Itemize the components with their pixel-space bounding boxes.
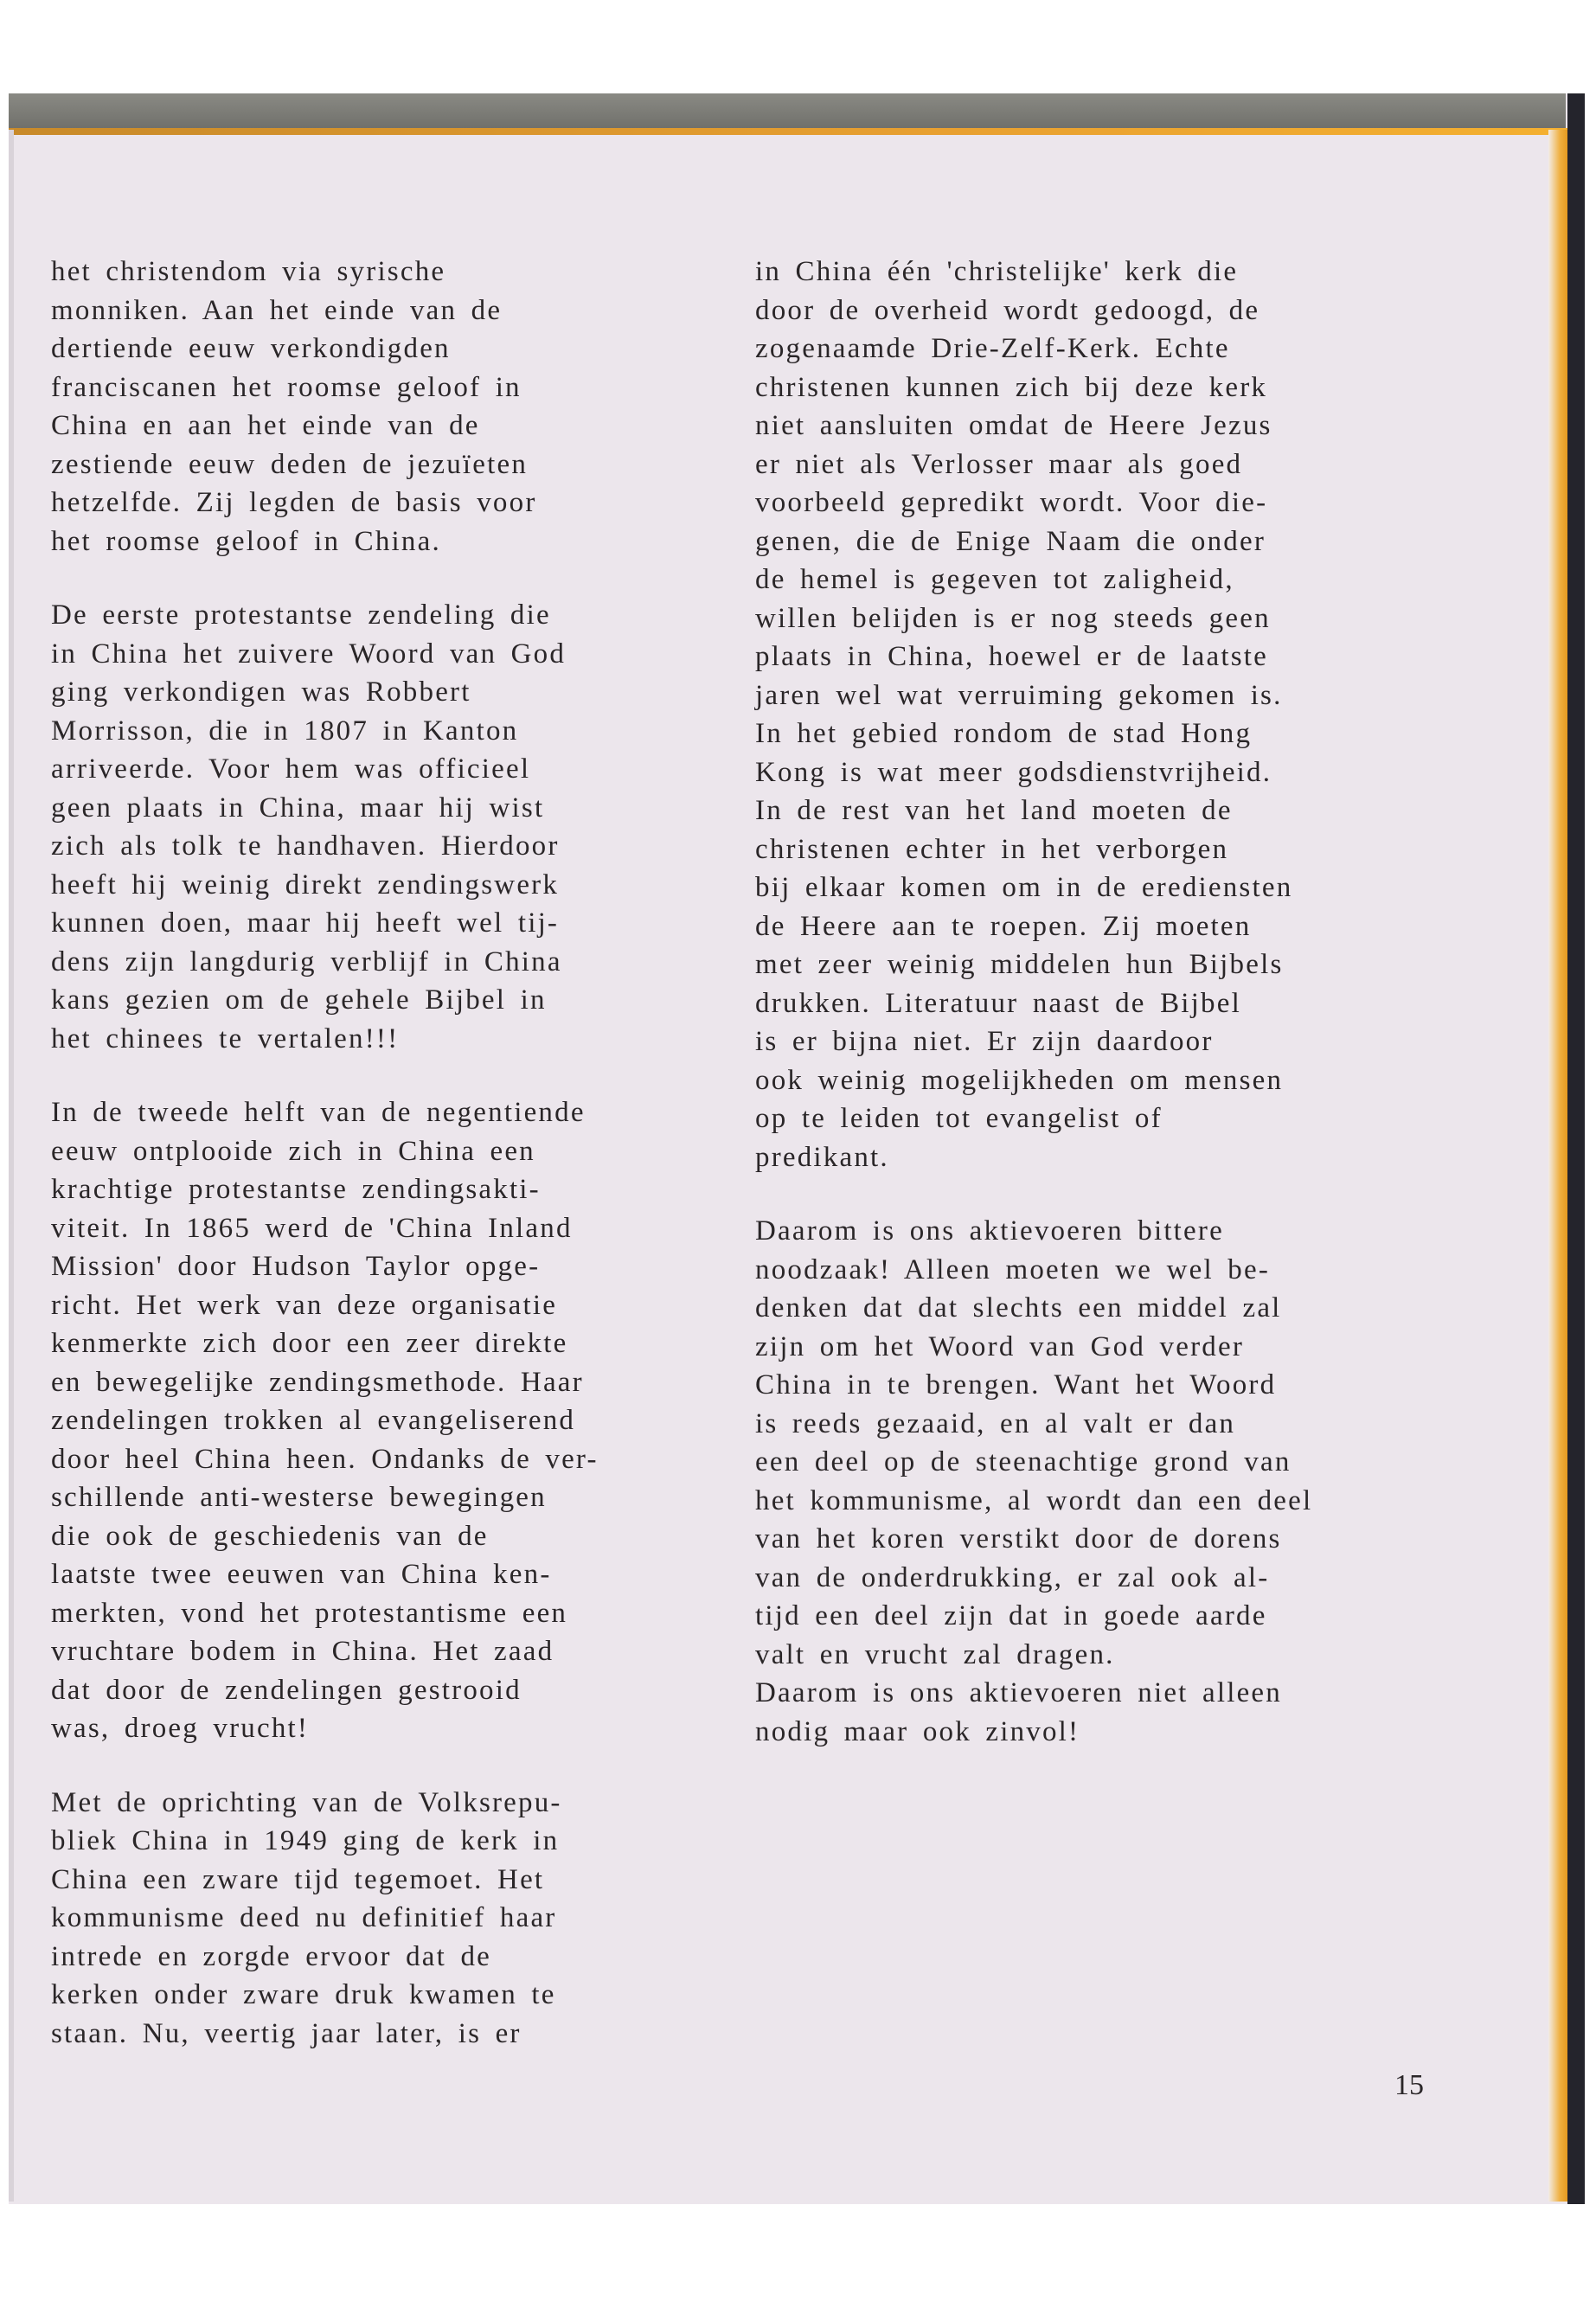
page-number: 15	[1394, 2069, 1424, 2101]
text-line: bliek China in 1949 ging de kerk in	[51, 1825, 560, 1856]
text-line: vruchtare bodem in China. Het zaad	[51, 1636, 554, 1667]
text-line: staan. Nu, veertig jaar later, is er	[51, 2017, 522, 2049]
text-line: jaren wel wat verruiming gekomen is.	[755, 679, 1283, 711]
text-line: de hemel is gegeven tot zaligheid,	[755, 564, 1234, 595]
text-line: denken dat dat slechts een middel zal	[755, 1292, 1282, 1324]
text-line: richt. Het werk van deze organisatie	[51, 1289, 558, 1321]
right-dark-border	[1567, 93, 1585, 2204]
text-line: en bewegelijke zendingsmethode. Haar	[51, 1366, 584, 1398]
text-line: er niet als Verlosser maar als goed	[755, 448, 1243, 480]
text-line: heeft hij weinig direkt zendingswerk	[51, 868, 560, 901]
text-line: het chinees te vertalen!!!	[51, 1022, 400, 1054]
left-column	[51, 253, 599, 2088]
text-line: genen, die de Enige Naam die onder	[755, 525, 1266, 557]
right-column	[755, 253, 1312, 1786]
text-line: arriveerde. Voor hem was officieel	[51, 753, 531, 785]
text-line: intrede en zorgde ervoor dat de	[51, 1940, 491, 1972]
text-line: krachtige protestantse zendingsakti-	[51, 1174, 541, 1205]
text-line: kunnen doen, maar hij heeft wel tij-	[51, 907, 560, 939]
paragraph	[51, 596, 599, 1058]
paragraph	[51, 1784, 599, 2054]
text-line: niet aansluiten omdat de Heere Jezus	[755, 410, 1272, 441]
text-line: dertiende eeuw verkondigden	[51, 333, 451, 364]
text-line: drukken. Literatuur naast de Bijbel	[755, 987, 1241, 1019]
text-line: het christendom via syrische	[51, 256, 446, 287]
text-line: China een zware tijd tegemoet. Het	[51, 1863, 545, 1895]
text-line: viteit. In 1865 werd de 'China Inland	[51, 1212, 573, 1244]
text-line: kerken onder zware druk kwamen te	[51, 1979, 556, 2010]
text-line: Met de oprichting van de Volksrepu-	[51, 1786, 562, 1818]
left-page-edge	[9, 130, 14, 2202]
top-orange-edge	[9, 128, 1570, 135]
text-line: In het gebied rondom de stad Hong	[755, 718, 1253, 749]
right-orange-edge	[1548, 130, 1567, 2202]
text-line: kommunisme deed nu definitief haar	[51, 1902, 557, 1933]
text-line: schillende anti-westerse bewegingen	[51, 1482, 547, 1513]
text-line: nodig maar ook zinvol!	[755, 1715, 1080, 1747]
text-line: China in te brengen. Want het Woord	[755, 1369, 1277, 1400]
text-line: noodzaak! Alleen moeten we wel be-	[755, 1253, 1271, 1285]
text-line: door de overheid wordt gedoogd, de	[755, 294, 1260, 326]
text-line: China en aan het einde van de	[51, 410, 480, 441]
text-line: zogenaamde Drie-Zelf-Kerk. Echte	[755, 333, 1230, 364]
paragraph	[755, 1674, 1312, 1751]
text-line: Morrisson, die in 1807 in Kanton	[51, 715, 519, 747]
paragraph	[51, 253, 599, 561]
paragraph	[755, 253, 1312, 1176]
text-line: geen plaats in China, maar hij wist	[51, 792, 545, 824]
text-line: het roomse geloof in China.	[51, 525, 441, 557]
text-line: van het koren verstikt door de dorens	[755, 1523, 1282, 1554]
text-line: franciscanen het roomse geloof in	[51, 371, 522, 403]
text-line: in China het zuivere Woord van God	[51, 638, 567, 670]
text-line: een deel op de steenachtige grond van	[755, 1446, 1292, 1477]
text-line: hetzelfde. Zij legden de basis voor	[51, 487, 537, 518]
text-line: die ook de geschiedenis van de	[51, 1520, 489, 1552]
text-line: Mission' door Hudson Taylor opge-	[51, 1251, 541, 1282]
top-gray-band	[9, 93, 1566, 130]
text-line: christenen kunnen zich bij deze kerk	[755, 371, 1268, 403]
text-line: het kommunisme, al wordt dan een deel	[755, 1484, 1313, 1516]
text-line: zijn om het Woord van God verder	[755, 1330, 1245, 1362]
text-line: is reeds gezaaid, en al valt er dan	[755, 1407, 1236, 1439]
text-line: eeuw ontplooide zich in China een	[51, 1135, 535, 1167]
paragraph	[755, 1212, 1312, 1674]
text-line: christenen echter in het verborgen	[755, 833, 1229, 865]
text-line: dat door de zendelingen gestrooid	[51, 1674, 522, 1706]
text-line: willen belijden is er nog steeds geen	[755, 602, 1271, 634]
text-line: merkten, vond het protestantisme een	[51, 1597, 568, 1629]
text-line: predikant.	[755, 1141, 889, 1173]
text-line: ook weinig mogelijkheden om mensen	[755, 1064, 1284, 1096]
text-line: voorbeeld gepredikt wordt. Voor die-	[755, 487, 1268, 518]
text-line: was, droeg vrucht!	[51, 1713, 310, 1744]
text-line: zestiende eeuw deden de jezuïeten	[51, 448, 529, 480]
text-line: de Heere aan te roepen. Zij moeten	[755, 910, 1252, 942]
text-line: In de rest van het land moeten de	[755, 795, 1233, 826]
text-line: dens zijn langdurig verblijf in China	[51, 945, 562, 977]
text-line: in China één 'christelijke' kerk die	[755, 256, 1239, 287]
text-line: door heel China heen. Ondanks de ver-	[51, 1443, 599, 1475]
text-line: Daarom is ons aktievoeren niet alleen	[755, 1677, 1282, 1708]
text-line: bij elkaar komen om in de erediensten	[755, 872, 1293, 903]
text-line: zendelingen trokken al evangeliserend	[51, 1405, 576, 1436]
text-line: tijd een deel zijn dat in goede aarde	[755, 1600, 1267, 1631]
text-line: kenmerkte zich door een zeer direkte	[51, 1328, 568, 1359]
text-line: plaats in China, hoewel er de laatste	[755, 641, 1268, 672]
text-line: op te leiden tot evangelist of	[755, 1103, 1163, 1134]
text-line: De eerste protestantse zendeling die	[51, 599, 551, 631]
text-line: Daarom is ons aktievoeren bittere	[755, 1215, 1224, 1247]
text-line: laatste twee eeuwen van China ken-	[51, 1559, 552, 1590]
text-line: van de onderdrukking, er zal ook al-	[755, 1561, 1270, 1593]
text-line: met zeer weinig middelen hun Bijbels	[755, 949, 1284, 980]
text-line: valt en vrucht zal dragen.	[755, 1638, 1115, 1670]
text-line: monniken. Aan het einde van de	[51, 294, 503, 326]
text-line: Kong is wat meer godsdienstvrijheid.	[755, 756, 1272, 788]
text-line: ging verkondigen was Robbert	[51, 676, 471, 708]
text-line: kans gezien om de gehele Bijbel in	[51, 984, 547, 1016]
text-line: zich als tolk te handhaven. Hierdoor	[51, 830, 560, 862]
paragraph	[51, 1093, 599, 1748]
text-line: is er bijna niet. Er zijn daardoor	[755, 1026, 1214, 1057]
text-line: In de tweede helft van de negentiende	[51, 1097, 586, 1128]
